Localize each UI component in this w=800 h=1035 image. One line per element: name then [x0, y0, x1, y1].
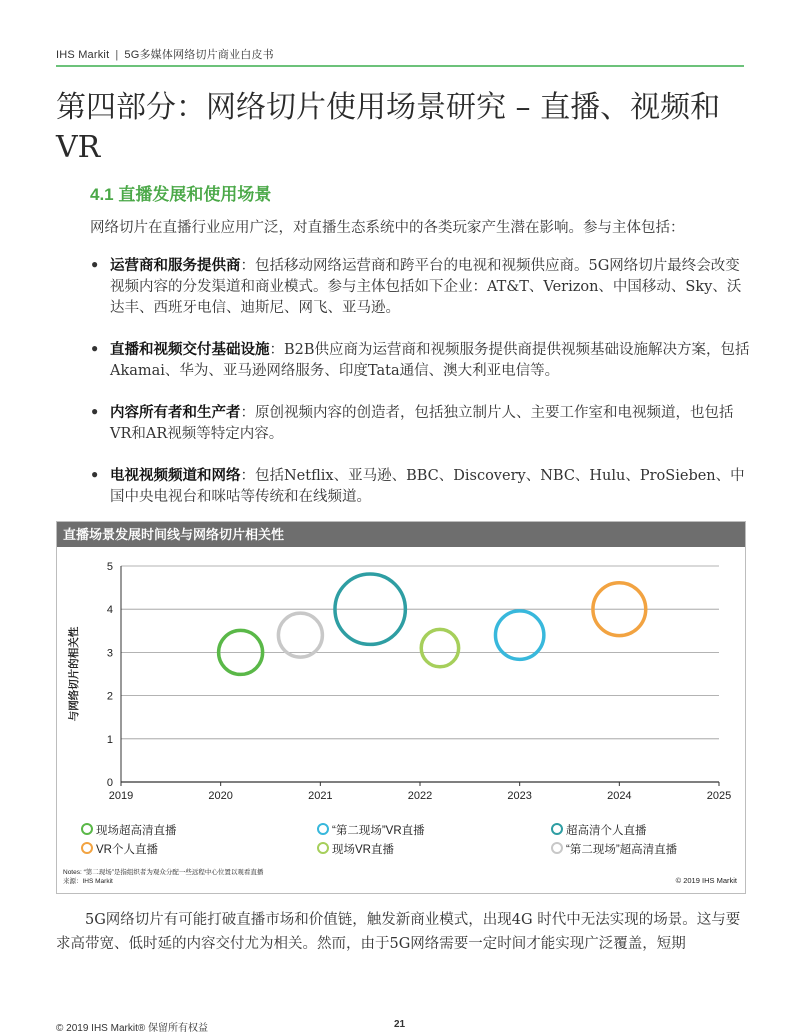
running-header [56, 46, 274, 62]
section-heading: 4.1 直播发展和使用场景 [90, 185, 272, 204]
bullet-term: 电视视频频道和网络 [110, 467, 241, 484]
bullet-text: ：包括移动网络运营商和跨平台的电视和视频供应商。5G网络切片最终会改变视频内容的分发渠道和商业模式。参与主体包括如下企业：AT&T、Verizon、中国移动、Sky、沃达丰、西班牙电信、迪斯尼、网飞、亚马逊。 [110, 258, 742, 316]
x-tick-label: 2022 [407, 790, 433, 802]
y-tick-label: 1 [106, 733, 113, 746]
y-tick-label: 3 [106, 647, 113, 660]
legend-label: “第二现场”超高清直播 [566, 844, 678, 856]
legend-label: VR个人直播 [96, 844, 158, 856]
bullet-term: 直播和视频交付基础设施 [110, 341, 270, 358]
legend-swatch [81, 823, 93, 835]
bullet-item [90, 402, 750, 445]
bullet-item [90, 255, 750, 319]
bullet-term: 运营商和服务提供商 [110, 257, 241, 274]
bubble-chart [56, 521, 746, 894]
legend-item [81, 822, 177, 838]
legend-swatch [551, 842, 563, 854]
y-tick-label: 4 [106, 604, 113, 617]
bullet-dot: • [90, 404, 100, 421]
x-tick-label: 2021 [308, 790, 333, 802]
legend-label: 现场VR直播 [332, 844, 394, 856]
bubble [421, 629, 458, 666]
legend-item [551, 841, 677, 857]
legend-swatch [317, 823, 329, 835]
legend-label: 现场超高清直播 [96, 825, 177, 837]
y-tick-label: 5 [106, 561, 113, 573]
legend-item [317, 841, 394, 857]
legend-swatch [317, 842, 329, 854]
bullet-item [90, 339, 750, 382]
y-tick-label: 0 [106, 777, 113, 789]
bullet-dot: • [90, 467, 100, 484]
legend-item [317, 822, 425, 838]
bullet-dot: • [90, 341, 100, 358]
chart-notes [63, 868, 263, 886]
bubble [278, 613, 322, 657]
legend-item [551, 822, 647, 838]
intro-paragraph: 网络切片在直播行业应用广泛，对直播生态系统中的各类玩家产生潜在影响。参与主体包括： [90, 220, 685, 236]
header-doc-title: 5G多媒体网络切片商业白皮书 [124, 49, 274, 61]
page-title: 第四部分：网络切片使用场景研究 – 直播、视频和VR [56, 90, 721, 165]
bullet-dot: • [90, 257, 100, 274]
legend-swatch [551, 823, 563, 835]
x-tick-label: 2020 [208, 790, 233, 802]
page-number: 21 [394, 1019, 406, 1030]
body-paragraph: 5G网络切片有可能打破直播市场和价值链，触发新商业模式，出现4G 时代中无法实现的场景。这与要求高带宽、低时延的内容交付尤为相关。然而，由于5G网络需要一定时间才能实现广泛覆盖，短期 [56, 912, 741, 952]
legend-label: “第二现场”VR直播 [332, 825, 425, 837]
y-tick-label: 2 [106, 690, 113, 703]
header-company: IHS Markit [56, 49, 110, 61]
chart-title: 直播场景发展时间线与网络切片相关性 [57, 522, 745, 547]
bullet-list [90, 255, 750, 528]
header-rule [56, 65, 744, 67]
header-separator: | [115, 49, 119, 61]
bullet-text: ：B2B供应商为运营商和视频服务提供商提供视频基础设施解决方案，包括Akamai、华为、亚马逊网络服务、印度Tata通信、澳大利亚电信等。 [110, 342, 750, 379]
bullet-text: ：原创视频内容的创造者，包括独立制片人、主要工作室和电视频道，也包括VR和AR视频等特定内容。 [110, 405, 734, 442]
chart-copyright: © 2019 IHS Markit [675, 876, 737, 885]
y-axis-title: 与网络切片的相关性 [68, 626, 80, 722]
chart-source: 来源：IHS Markit [63, 878, 113, 885]
legend-swatch [81, 842, 93, 854]
bullet-text: ：包括Netflix、亚马逊、BBC、Discovery、NBC、Hulu、ProSieben、中国中央电视台和咪咕等传统和在线频道。 [110, 468, 745, 505]
footer-copyright: © 2019 IHS Markit® 保留所有权益 [56, 1023, 208, 1034]
x-tick-label: 2023 [507, 790, 532, 802]
bullet-item [90, 465, 750, 508]
bullet-term: 内容所有者和生产者 [110, 404, 241, 421]
chart-note-text: Notes: “第二现场”是指组织者为观众分配一些远程中心位置以观看直播 [63, 869, 264, 876]
x-tick-label: 2024 [607, 790, 632, 802]
legend-label: 超高清个人直播 [566, 825, 647, 837]
x-tick-label: 2019 [108, 790, 134, 802]
legend-item [81, 841, 158, 857]
x-tick-label: 2025 [706, 790, 732, 802]
